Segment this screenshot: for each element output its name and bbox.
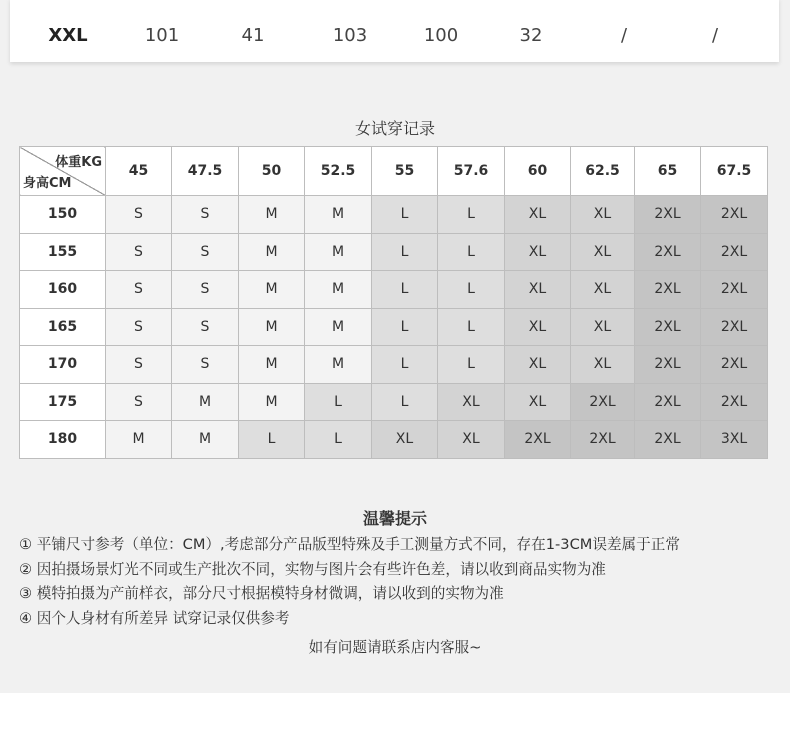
size-cell: M bbox=[305, 271, 372, 309]
tip-item: ④ 因个人身材有所差异 试穿记录仅供参考 bbox=[19, 609, 290, 627]
size-cell: L bbox=[438, 308, 505, 346]
size-cell: XL bbox=[438, 383, 505, 421]
size-cell: 2XL bbox=[635, 196, 701, 234]
table-row bbox=[20, 308, 768, 346]
size-cell: XL bbox=[372, 421, 438, 459]
table-row bbox=[20, 196, 768, 234]
size-cell: 2XL bbox=[701, 271, 768, 309]
size-cell: XL bbox=[505, 271, 571, 309]
size-cell: L bbox=[438, 271, 505, 309]
table-row bbox=[20, 233, 768, 271]
size-cell: S bbox=[106, 271, 172, 309]
size-cell: XL bbox=[438, 421, 505, 459]
size-cell: XL bbox=[571, 346, 635, 384]
size-cell: L bbox=[372, 383, 438, 421]
size-cell: M bbox=[305, 196, 372, 234]
size-cell: L bbox=[372, 346, 438, 384]
weight-header-cell: 47.5 bbox=[172, 147, 239, 196]
height-header-cell: 180 bbox=[20, 421, 106, 459]
weight-header-cell: 57.6 bbox=[438, 147, 505, 196]
fitting-record-table bbox=[19, 146, 768, 459]
size-cell: M bbox=[106, 421, 172, 459]
size-cell: 3XL bbox=[701, 421, 768, 459]
size-cell: 2XL bbox=[701, 308, 768, 346]
size-cell: L bbox=[372, 196, 438, 234]
cell: / bbox=[711, 25, 719, 46]
weight-axis-label: 体重KG bbox=[55, 155, 102, 170]
cell: 41 bbox=[241, 25, 265, 46]
size-cell: XL bbox=[505, 233, 571, 271]
cell: 103 bbox=[332, 25, 368, 46]
cell bbox=[339, 0, 362, 1]
size-cell: S bbox=[106, 308, 172, 346]
size-cell: 2XL bbox=[701, 346, 768, 384]
size-cell: 2XL bbox=[505, 421, 571, 459]
corner-header bbox=[20, 147, 106, 196]
size-cell: 2XL bbox=[701, 233, 768, 271]
height-header-cell: 175 bbox=[20, 383, 106, 421]
tip-item: ③ 模特拍摄为产前样衣，部分尺寸根据模特身材微调，请以收到的实物为准 bbox=[19, 585, 504, 602]
size-cell: S bbox=[172, 308, 239, 346]
size-cell: M bbox=[305, 346, 372, 384]
cell bbox=[57, 0, 79, 1]
size-cell: M bbox=[239, 196, 305, 234]
size-cell: S bbox=[172, 196, 239, 234]
cell: 100 bbox=[423, 25, 459, 46]
size-cell: XL bbox=[571, 308, 635, 346]
size-cell: 2XL bbox=[571, 421, 635, 459]
size-cell: S bbox=[172, 346, 239, 384]
size-cell: M bbox=[172, 421, 239, 459]
size-cell: S bbox=[172, 233, 239, 271]
size-cell: XL bbox=[505, 308, 571, 346]
weight-header-cell: 65 bbox=[635, 147, 701, 196]
size-cell: M bbox=[305, 233, 372, 271]
size-chart-card bbox=[10, 0, 779, 62]
size-cell: S bbox=[106, 196, 172, 234]
size-cell: L bbox=[372, 308, 438, 346]
size-cell: XL bbox=[571, 233, 635, 271]
cell bbox=[430, 0, 453, 1]
size-chart-row-partial bbox=[10, 0, 779, 10]
size-cell: L bbox=[305, 383, 372, 421]
tip-item: ② 因拍摄场景灯光不同或生产批次不同，实物与图片会有些许色差，请以收到商品实物为准 bbox=[19, 560, 606, 578]
size-cell: M bbox=[172, 383, 239, 421]
size-cell: S bbox=[172, 271, 239, 309]
weight-header-cell: 52.5 bbox=[305, 147, 372, 196]
weight-header-cell: 45 bbox=[106, 147, 172, 196]
size-cell: 2XL bbox=[701, 196, 768, 234]
size-cell: S bbox=[106, 346, 172, 384]
size-cell: M bbox=[239, 308, 305, 346]
size-cell: 2XL bbox=[701, 383, 768, 421]
cell bbox=[712, 0, 718, 1]
size-cell: 2XL bbox=[635, 421, 701, 459]
size-cell: 2XL bbox=[635, 271, 701, 309]
cell: / bbox=[620, 25, 628, 46]
tip-item: ① 平铺尺寸参考（单位：CM）,考虑部分产品版型特殊及手工测量方式不同，存在1-3CM误差属于正常 bbox=[19, 536, 680, 553]
size-cell: XL bbox=[505, 346, 571, 384]
size-cell: M bbox=[239, 271, 305, 309]
height-header-cell: 170 bbox=[20, 346, 106, 384]
table-row bbox=[20, 346, 768, 384]
size-cell: L bbox=[372, 233, 438, 271]
weight-header-cell: 55 bbox=[372, 147, 438, 196]
cell bbox=[242, 0, 265, 1]
size-cell: 2XL bbox=[571, 383, 635, 421]
size-cell: M bbox=[305, 308, 372, 346]
size-cell: M bbox=[239, 383, 305, 421]
size-cell: L bbox=[372, 271, 438, 309]
height-header-cell: 150 bbox=[20, 196, 106, 234]
height-header-cell: 160 bbox=[20, 271, 106, 309]
size-cell: L bbox=[305, 421, 372, 459]
size-cell: S bbox=[106, 383, 172, 421]
size-cell: XL bbox=[505, 196, 571, 234]
tips-title: 温馨提示 bbox=[362, 509, 427, 528]
cell bbox=[145, 0, 179, 1]
height-header-cell: 155 bbox=[20, 233, 106, 271]
size-cell: 2XL bbox=[635, 308, 701, 346]
size-cell: L bbox=[438, 233, 505, 271]
cell: 101 bbox=[144, 25, 180, 46]
table-row bbox=[20, 383, 768, 421]
size-cell: L bbox=[239, 421, 305, 459]
weight-header-cell: 50 bbox=[239, 147, 305, 196]
cell bbox=[621, 0, 627, 1]
table-row bbox=[20, 421, 768, 459]
weight-header-row bbox=[20, 147, 768, 196]
height-header-cell: 165 bbox=[20, 308, 106, 346]
size-cell: L bbox=[438, 346, 505, 384]
size-cell: 2XL bbox=[635, 346, 701, 384]
size-cell: M bbox=[239, 233, 305, 271]
contact-service-note: 如有问题请联系店内客服~ bbox=[308, 639, 482, 656]
table-row bbox=[20, 271, 768, 309]
size-cell: XL bbox=[571, 271, 635, 309]
weight-header-cell: 60 bbox=[505, 147, 571, 196]
cell bbox=[520, 0, 543, 1]
height-axis-label: 身高CM bbox=[23, 176, 72, 191]
tips-list bbox=[19, 533, 789, 631]
size-chart-row-xxl bbox=[10, 25, 779, 55]
size-cell: 2XL bbox=[635, 383, 701, 421]
weight-header-cell: 62.5 bbox=[571, 147, 635, 196]
size-cell: XL bbox=[505, 383, 571, 421]
size-cell: L bbox=[438, 196, 505, 234]
size-cell: XL bbox=[571, 196, 635, 234]
fitting-record-title: 女试穿记录 bbox=[354, 119, 435, 138]
cell: 32 bbox=[519, 25, 543, 46]
size-cell: S bbox=[106, 233, 172, 271]
size-label: XXL bbox=[48, 25, 88, 46]
size-cell: M bbox=[239, 346, 305, 384]
size-cell: 2XL bbox=[635, 233, 701, 271]
weight-header-cell: 67.5 bbox=[701, 147, 768, 196]
